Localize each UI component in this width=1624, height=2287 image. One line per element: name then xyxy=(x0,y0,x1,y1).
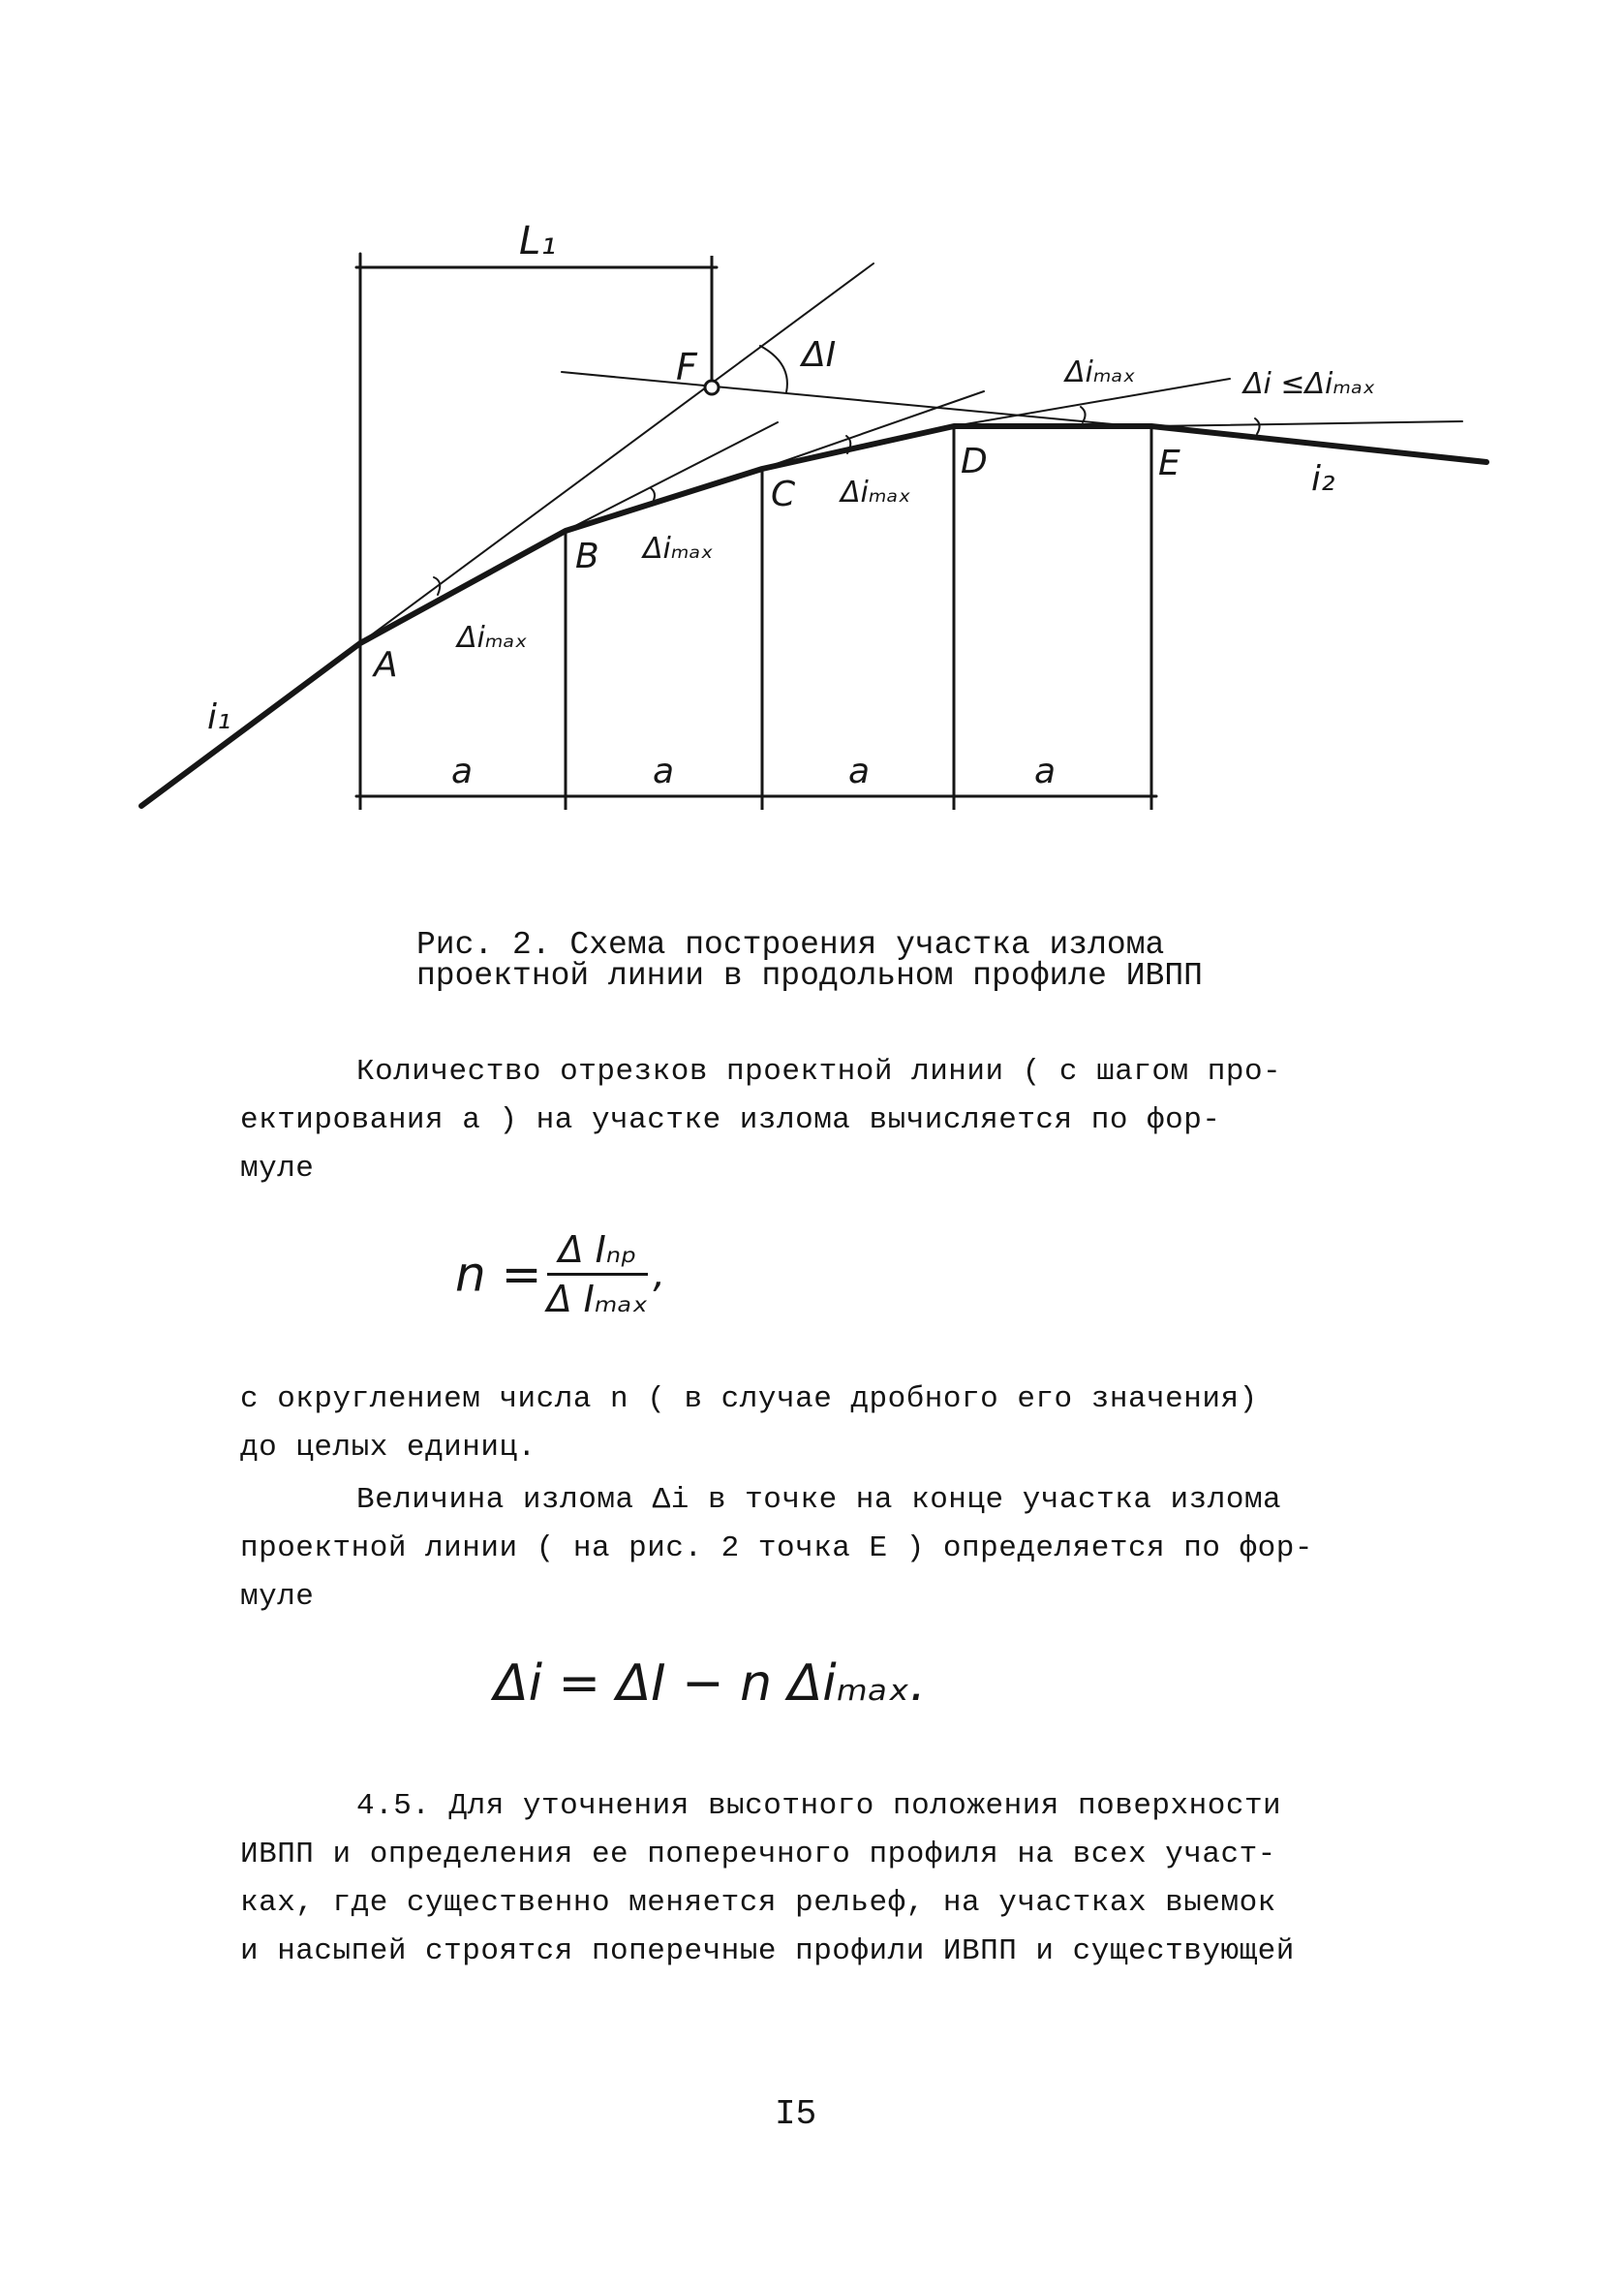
paragraph3-line2: проектной линии ( на рис. 2 точка E ) определяется по фор- xyxy=(240,1531,1313,1565)
paragraph1-line1: Количество отрезков проектной линии ( с шагом про- xyxy=(356,1055,1282,1089)
formula-n-denominator: Δ Iₘₐₓ xyxy=(546,1278,649,1320)
label-delta-i-big: ΔI xyxy=(802,335,837,375)
label-c-point: C xyxy=(771,475,796,514)
label-d-point: D xyxy=(961,442,988,481)
label-b-point: B xyxy=(575,537,599,576)
paragraph1-line2: ектирования a ) на участке излома вычисляется по фор- xyxy=(240,1103,1221,1137)
label-e-point: E xyxy=(1158,444,1180,483)
label-segment-a-1: a xyxy=(451,752,474,791)
label-l1: L₁ xyxy=(519,219,557,263)
label-f: F xyxy=(676,346,697,388)
paragraph3-line3: муле xyxy=(240,1580,315,1614)
label-i1: i₁ xyxy=(207,697,231,737)
paragraph2-line1: с округлением числа n ( в случае дробного его значения) xyxy=(240,1382,1258,1416)
formula-n xyxy=(455,1228,665,1320)
label-a-point: A xyxy=(374,645,398,685)
paragraph4-line4: и насыпей строятся поперечные профили ИВПП и существующей xyxy=(240,1934,1295,1968)
formula-n-lhs: n = xyxy=(455,1246,542,1303)
label-segment-a-4: a xyxy=(1034,752,1057,791)
label-segment-a-2: a xyxy=(653,752,675,791)
paragraph-4-5 xyxy=(240,1782,1295,1976)
formula-n-numerator: Δ Iₙₚ xyxy=(547,1228,649,1276)
paragraph-break-value xyxy=(240,1476,1313,1622)
label-delta-i-max-c: Δiₘₐₓ xyxy=(841,476,911,510)
label-delta-i-max-a: Δiₘₐₓ xyxy=(457,621,528,655)
paragraph-segments-count xyxy=(240,1048,1281,1193)
formula-n-fraction xyxy=(547,1228,649,1320)
caption-line-1: Рис. 2. Схема построения участка излома xyxy=(416,927,1165,963)
paragraph-rounding xyxy=(240,1375,1258,1472)
label-i2: i₂ xyxy=(1311,459,1335,499)
page-number: I5 xyxy=(775,2094,817,2134)
paragraph4-line2: ИВПП и определения ее поперечного профиля на всех участ- xyxy=(240,1838,1276,1871)
label-delta-i-max-top: Δiₘₐₓ xyxy=(1065,355,1136,389)
caption-line-2: проектной линии в продольном профиле ИВПП xyxy=(416,958,1203,994)
label-delta-i-le-max: Δi ≤Δiₘₐₓ xyxy=(1243,367,1376,401)
formula-delta-i: Δi = ΔI − n Δiₘₐₓ. xyxy=(494,1654,927,1713)
paragraph1-line3: муле xyxy=(240,1152,315,1186)
profile-break-diagram xyxy=(0,0,1624,872)
paragraph2-line2: до целых единиц. xyxy=(240,1431,536,1465)
paragraph4-line1: 4.5. Для уточнения высотного положения поверхности xyxy=(356,1789,1282,1823)
paragraph4-line3: ках, где существенно меняется рельеф, на участках выемок xyxy=(240,1886,1276,1920)
paragraph3-line1: Величина излома Δi в точке на конце участка излома xyxy=(356,1483,1282,1517)
label-delta-i-max-b: Δiₘₐₓ xyxy=(643,532,714,566)
figure-caption xyxy=(416,927,1203,994)
formula-n-tail: , xyxy=(653,1252,666,1297)
label-segment-a-3: a xyxy=(848,752,871,791)
